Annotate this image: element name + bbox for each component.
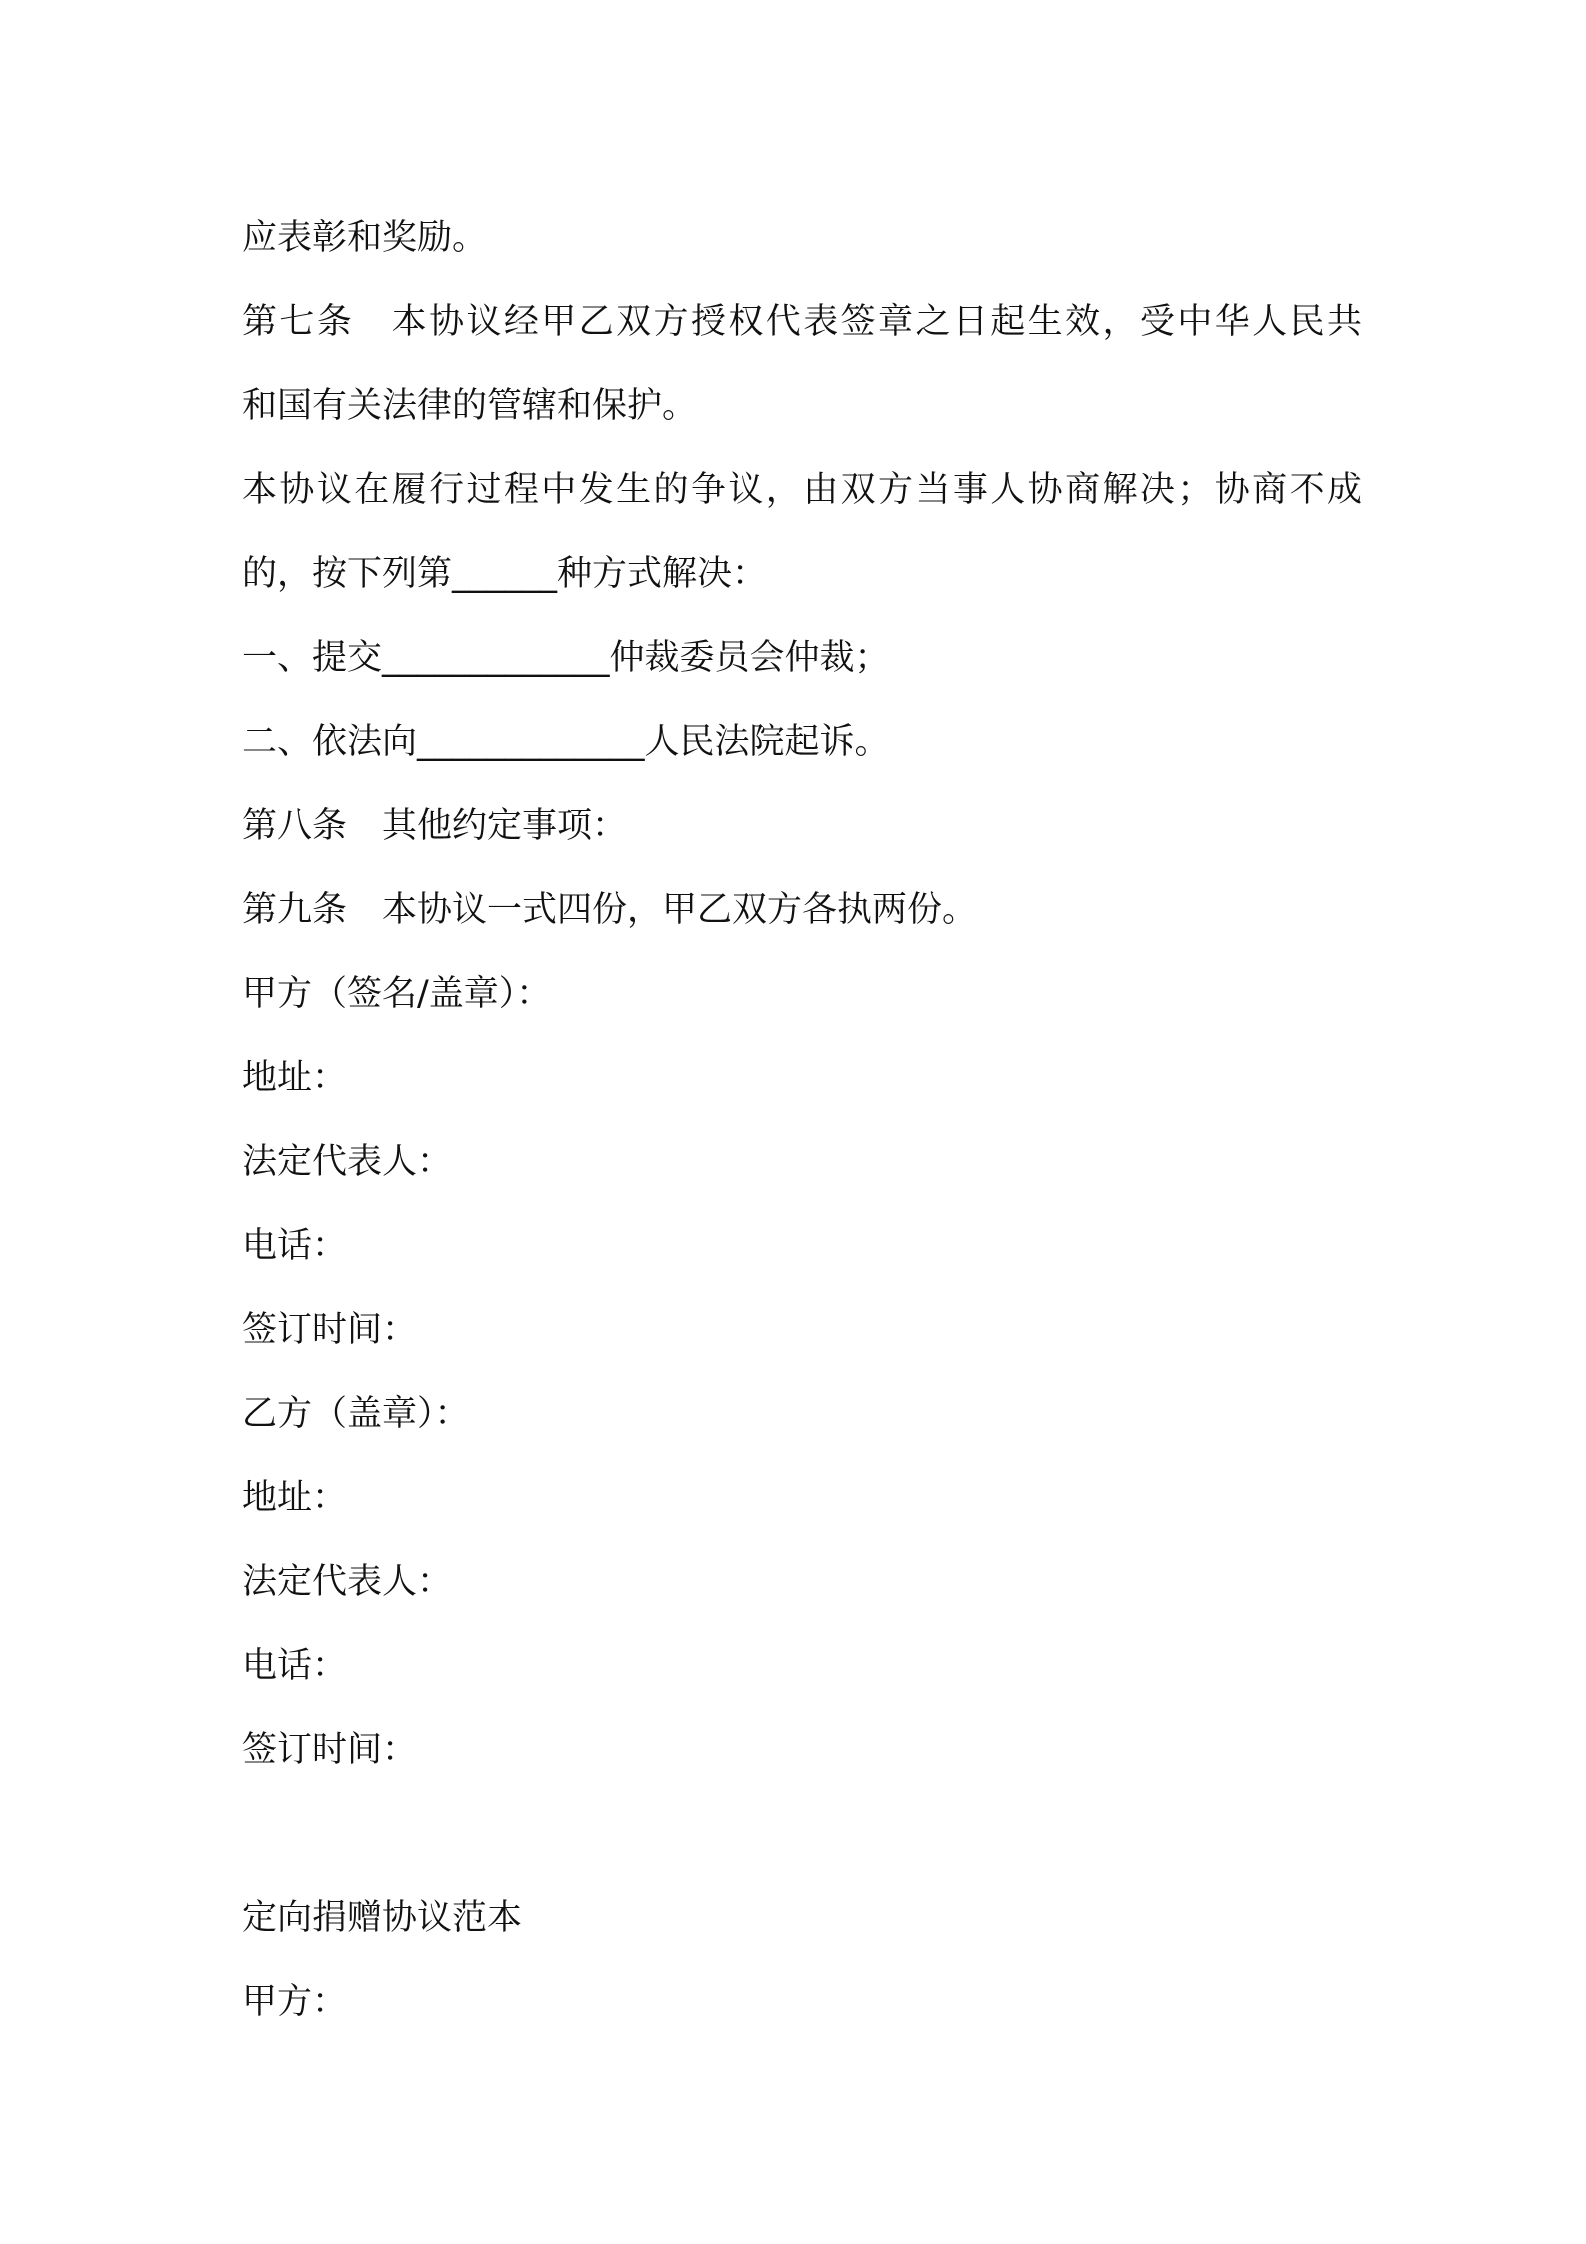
next-party-a: 甲方： <box>242 1982 348 2022</box>
section-title: 定向捐赠协议范本 <box>242 1898 523 1938</box>
section-gap <box>242 1792 1362 1876</box>
dispute-line-2: 的，按下列第______种方式解决： <box>242 554 768 594</box>
arbitration-option: 一、提交_____________仲裁委员会仲裁； <box>242 638 890 678</box>
litigation-option: 二、依法向_____________人民法院起诉。 <box>242 722 890 762</box>
dispute-line-1: 本协议在履行过程中发生的争议，由双方当事人协商解决；协商不成 <box>242 470 1362 510</box>
article-7-line-1: 第七条 本协议经甲乙双方授权代表签章之日起生效，受中华人民共 <box>242 302 1362 342</box>
party-b-phone: 电话： <box>242 1646 348 1686</box>
party-b-legal-rep: 法定代表人： <box>242 1562 453 1602</box>
party-a-date: 签订时间： <box>242 1310 418 1350</box>
party-a-address: 地址： <box>242 1058 348 1098</box>
party-b-seal: 乙方（盖章）： <box>242 1394 470 1434</box>
text-line: 应表彰和奖励。 <box>242 218 488 258</box>
party-a-signature: 甲方（签名/盖章）： <box>242 974 552 1014</box>
article-8: 第八条 其他约定事项： <box>242 806 628 846</box>
party-b-address: 地址： <box>242 1478 348 1518</box>
article-9: 第九条 本协议一式四份，甲乙双方各执两份。 <box>242 890 978 930</box>
party-a-phone: 电话： <box>242 1226 348 1266</box>
party-b-date: 签订时间： <box>242 1730 418 1770</box>
article-7-line-2: 和国有关法律的管辖和保护。 <box>242 386 698 426</box>
party-a-legal-rep: 法定代表人： <box>242 1142 453 1182</box>
document-body <box>242 196 1362 2044</box>
